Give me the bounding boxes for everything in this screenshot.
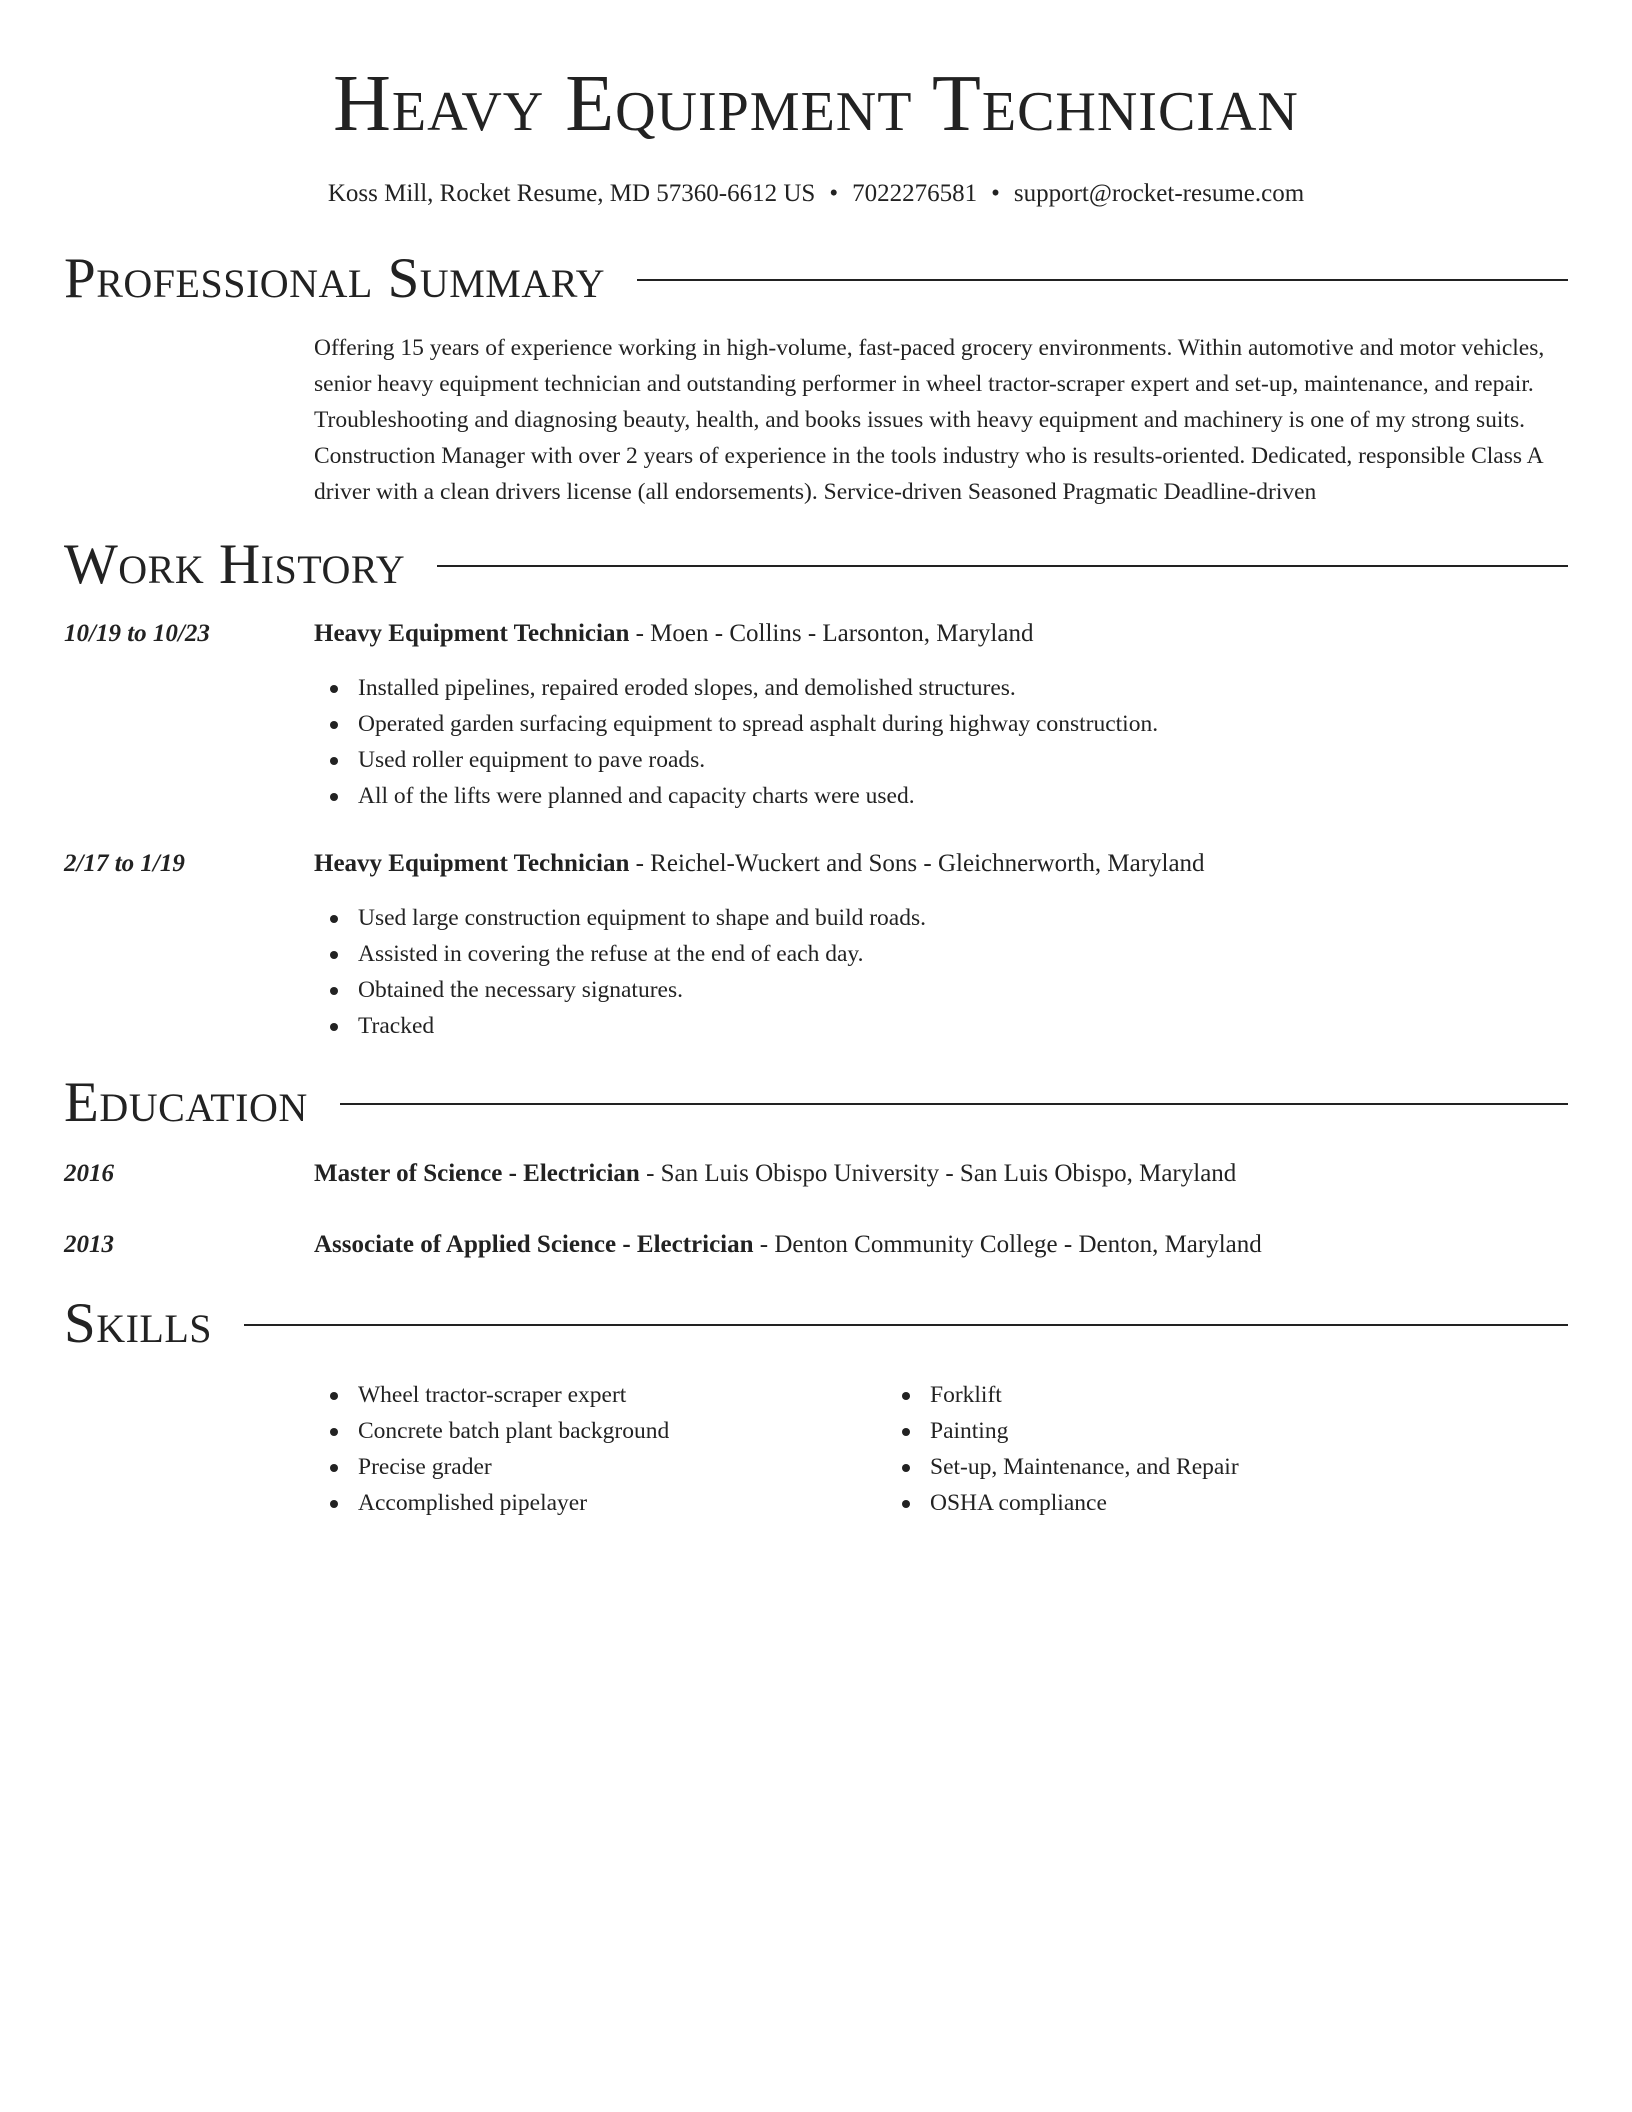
work-bullet: Used roller equipment to pave roads. — [358, 742, 1568, 778]
education-entry — [64, 1227, 1568, 1263]
section-divider — [340, 1103, 1568, 1105]
work-bullet: Assisted in covering the refuse at the end of each day. — [358, 936, 1568, 972]
education-entry — [64, 1156, 1568, 1192]
education-line — [314, 1156, 1568, 1192]
summary-text: Offering 15 years of experience working in high-volume, fast-paced grocery environments. Within automotive and motor vehicles, senior heavy equipment technician and outstanding performer in wheel tractor-scraper expert and set-up, maintenance, and repair. Troubleshooting and diagnosing beauty, health, and books issues with heavy equipment and machinery is one of my strong suits. Construction Manager with over 2 years of experience in the tools industry who is results-oriented. Dedicated, responsible Class A driver with a clean drivers license (all endorsements). Service-driven Seasoned Pragmatic Deadline-driven — [314, 335, 1545, 505]
section-title-education: Education — [64, 1071, 308, 1134]
section-title-summary: Professional Summary — [64, 247, 606, 310]
work-bullet: Installed pipelines, repaired eroded slopes, and demolished structures. — [358, 670, 1568, 706]
section-divider — [637, 279, 1568, 281]
section-header-education — [64, 1070, 1568, 1136]
work-bullet: Tracked — [358, 1008, 1568, 1044]
work-bullet: Obtained the necessary signatures. — [358, 972, 1568, 1008]
skill-item: Painting — [930, 1413, 1458, 1449]
work-body — [314, 616, 1568, 814]
skill-item: Set-up, Maintenance, and Repair — [930, 1449, 1458, 1485]
skill-item: OSHA compliance — [930, 1485, 1458, 1521]
section-title-skills: Skills — [64, 1292, 213, 1355]
education-body — [314, 1156, 1568, 1192]
education-body — [314, 1227, 1568, 1263]
skills-column-right — [886, 1377, 1458, 1521]
work-title: Heavy Equipment Technician — [314, 850, 630, 877]
contact-separator: • — [829, 180, 839, 207]
skill-item: Forklift — [930, 1377, 1458, 1413]
work-title: Heavy Equipment Technician — [314, 620, 630, 647]
work-dates: 10/19 to 10/23 — [64, 620, 210, 647]
section-divider — [437, 565, 1568, 567]
contact-phone: 7022276581 — [852, 180, 978, 207]
section-header-summary — [64, 246, 1568, 312]
contact-address: Koss Mill, Rocket Resume, MD 57360-6612 US — [327, 180, 816, 207]
work-title-line — [314, 846, 1568, 882]
work-bullet: Operated garden surfacing equipment to spread asphalt during highway construction. — [358, 706, 1568, 742]
work-details: - Moen - Collins - Larsonton, Maryland — [629, 620, 1034, 647]
contact-line — [64, 178, 1568, 210]
contact-separator: • — [991, 180, 1000, 207]
education-year: 2013 — [64, 1231, 114, 1258]
work-entry — [64, 616, 1568, 814]
work-entry — [64, 846, 1568, 1044]
skills-column-left — [314, 1377, 886, 1521]
skill-item: Accomplished pipelayer — [358, 1485, 886, 1521]
work-dates: 2/17 to 1/19 — [64, 850, 185, 877]
work-body — [314, 846, 1568, 1044]
section-divider — [244, 1324, 1568, 1326]
skill-item: Wheel tractor-scraper expert — [358, 1377, 886, 1413]
skills-list — [314, 1377, 1568, 1521]
work-bullets — [314, 900, 1568, 1044]
education-line — [314, 1227, 1568, 1263]
education-details: - Denton Community College - Denton, Maryland — [753, 1231, 1262, 1258]
work-bullets — [314, 670, 1568, 814]
work-bullet: All of the lifts were planned and capacity charts were used. — [358, 778, 1568, 814]
education-degree: Master of Science - Electrician — [314, 1160, 640, 1187]
work-bullet: Used large construction equipment to shape and build roads. — [358, 900, 1568, 936]
education-details: - San Luis Obispo University - San Luis Obispo, Maryland — [639, 1160, 1237, 1187]
skill-item: Concrete batch plant background — [358, 1413, 886, 1449]
education-degree: Associate of Applied Science - Electrician — [314, 1231, 754, 1258]
section-header-work — [64, 532, 1568, 598]
skill-item: Precise grader — [358, 1449, 886, 1485]
section-title-work: Work History — [64, 533, 406, 596]
education-year: 2016 — [64, 1160, 114, 1187]
contact-email: support@rocket-resume.com — [1013, 180, 1305, 207]
resume-name: Heavy Equipment Technician — [333, 60, 1299, 148]
work-details: - Reichel-Wuckert and Sons - Gleichnerworth, Maryland — [629, 850, 1205, 877]
section-header-skills — [64, 1291, 1568, 1357]
work-title-line — [314, 616, 1568, 652]
